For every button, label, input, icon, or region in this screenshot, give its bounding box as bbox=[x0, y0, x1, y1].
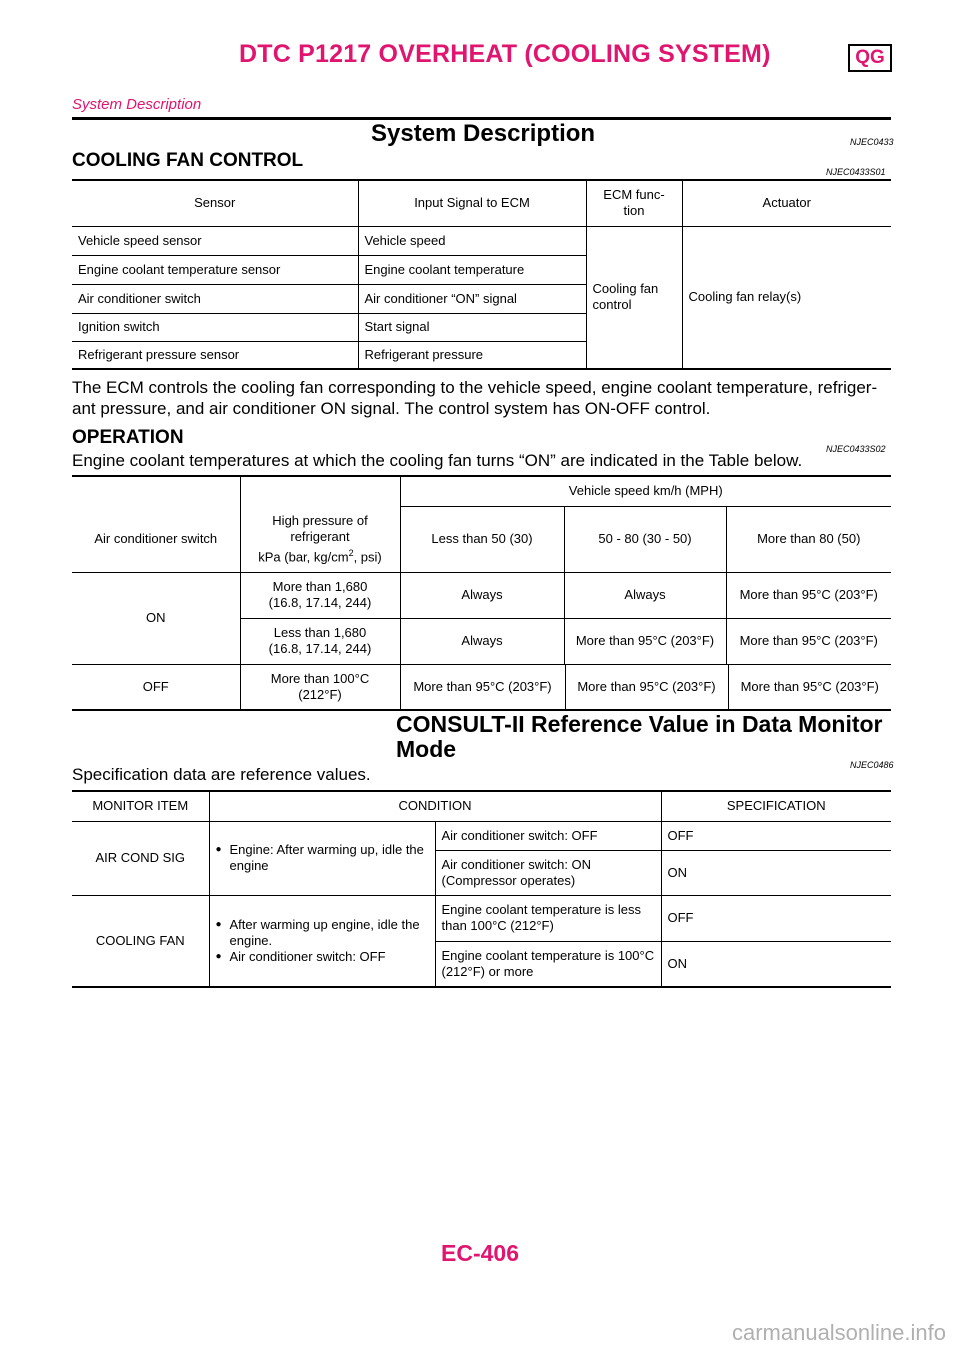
pressure-cell bbox=[240, 618, 400, 664]
data-monitor-table bbox=[72, 790, 891, 988]
table-header bbox=[586, 180, 682, 226]
condition-bullet: ● Engine: After warming up, idle the engine bbox=[216, 842, 429, 874]
table-header: Input Signal to ECM bbox=[358, 180, 586, 226]
value-cell: More than 95°C (203°F) bbox=[740, 678, 879, 694]
signal-cell: Air conditioner “ON” signal bbox=[358, 284, 586, 313]
value-cell: More than 95°C (203°F) bbox=[726, 572, 891, 618]
page-header-subtitle: System Description bbox=[72, 96, 202, 113]
pressure-cell-line1: More than 1,680 bbox=[272, 579, 368, 594]
monitor-item-cell: AIR COND SIG bbox=[72, 821, 209, 895]
cooling-fan-control-table bbox=[72, 179, 891, 370]
ecm-function-cell: Cooling fan control bbox=[586, 226, 682, 369]
actuator-cell: Cooling fan relay(s) bbox=[682, 226, 891, 369]
section-title-line2: Mode bbox=[396, 736, 457, 762]
cooling-fan-control-description: The ECM controls the cooling fan corresponding to the vehicle speed, engine coolant temperature, refriger- ant pressure, and air conditioner ON signal. The control system has ON-OFF control. bbox=[72, 378, 878, 418]
watermark: carmanualsonline.info bbox=[731, 1320, 946, 1345]
value-spacer: More than 95°C (203°F) bbox=[401, 665, 566, 709]
sensor-cell: Vehicle speed sensor bbox=[72, 226, 358, 255]
pressure-cell bbox=[240, 572, 400, 618]
table-header: Actuator bbox=[682, 180, 891, 226]
pressure-header-line2: kPa (bar, kg/cm bbox=[258, 548, 349, 564]
signal-cell: Engine coolant temperature bbox=[358, 255, 586, 284]
blank-cell bbox=[240, 476, 400, 506]
monitor-item-cell: COOLING FAN bbox=[72, 895, 209, 987]
subsection-ref-code: NJEC0433S02 bbox=[826, 444, 886, 454]
pressure-cell bbox=[240, 664, 400, 710]
pressure-cell-line2: (16.8, 17.14, 244) bbox=[268, 641, 372, 656]
condition-bullet: ● Air conditioner switch: OFF bbox=[216, 949, 429, 965]
sub-condition-cell: Air conditioner switch: OFF bbox=[435, 821, 661, 850]
sensor-cell: Refrigerant pressure sensor bbox=[72, 341, 358, 369]
value-cell: More than 95°C (203°F) bbox=[564, 618, 726, 664]
speed-col-header: More than 80 (50) bbox=[726, 506, 891, 572]
pressure-header bbox=[240, 506, 400, 572]
pressure-cell-line2: (212°F) bbox=[298, 686, 342, 702]
value-cell: Always bbox=[400, 572, 564, 618]
specification-cell: ON bbox=[661, 941, 891, 987]
sensor-cell: Engine coolant temperature sensor bbox=[72, 255, 358, 284]
subsection-title-operation: OPERATION bbox=[72, 427, 184, 448]
ecm-function-header: ECM func- tion bbox=[603, 187, 665, 219]
section-title-system-description: System Description bbox=[371, 120, 596, 147]
signal-cell: Refrigerant pressure bbox=[358, 341, 586, 369]
pressure-header-line1: High pressure of refrigerant bbox=[272, 512, 368, 544]
sub-condition-cell: Air conditioner switch: ON (Compressor operates) bbox=[435, 850, 661, 895]
ac-off-cell: OFF bbox=[72, 664, 240, 710]
fan-operation-table bbox=[72, 475, 891, 711]
section-title-line1: CONSULT-II Reference Value in Data Monitor bbox=[396, 711, 883, 737]
value-cell-pair bbox=[400, 664, 891, 710]
ac-on-cell: ON bbox=[72, 572, 240, 664]
subsection-title-cooling-fan-control: COOLING FAN CONTROL bbox=[72, 150, 304, 171]
signal-cell: Start signal bbox=[358, 313, 586, 341]
pressure-cell-line1: Less than 1,680 bbox=[273, 625, 367, 640]
specification-cell: ON bbox=[661, 850, 891, 895]
pressure-cell-line1: More than 100°C bbox=[270, 670, 370, 686]
condition-bullet: ● After warming up engine, idle the engine. bbox=[216, 917, 429, 949]
condition-cell bbox=[209, 821, 435, 895]
blank-cell bbox=[72, 476, 240, 506]
sensor-cell: Ignition switch bbox=[72, 313, 358, 341]
ac-switch-header: Air conditioner switch bbox=[72, 506, 240, 572]
subsection-ref-code: NJEC0433S01 bbox=[826, 167, 886, 177]
superscript: 2 bbox=[348, 547, 354, 558]
sensor-cell: Air conditioner switch bbox=[72, 284, 358, 313]
section-title-consult bbox=[396, 712, 883, 762]
table-header: Sensor bbox=[72, 180, 358, 226]
vehicle-speed-header: Vehicle speed km/h (MPH) bbox=[400, 476, 891, 506]
table-header: CONDITION bbox=[209, 791, 661, 821]
signal-cell: Vehicle speed bbox=[358, 226, 586, 255]
speed-col-header: Less than 50 (30) bbox=[400, 506, 564, 572]
sub-condition-cell: Engine coolant temperature is 100°C (212°F) or more bbox=[435, 941, 661, 987]
table-header: SPECIFICATION bbox=[661, 791, 891, 821]
speed-col-header: 50 - 80 (30 - 50) bbox=[564, 506, 726, 572]
specification-cell: OFF bbox=[661, 895, 891, 941]
operation-description: Engine coolant temperatures at which the cooling fan turns “ON” are indicated in the Table below. bbox=[72, 451, 803, 470]
value-cell: More than 95°C (203°F) bbox=[566, 665, 729, 709]
engine-badge: QG bbox=[848, 44, 892, 72]
value-cell: Always bbox=[564, 572, 726, 618]
reference-note: Specification data are reference values. bbox=[72, 765, 371, 784]
condition-cell bbox=[209, 895, 435, 987]
pressure-header-line2-end: , psi) bbox=[353, 548, 382, 564]
pressure-cell-line2: (16.8, 17.14, 244) bbox=[268, 595, 372, 610]
section-ref-code: NJEC0486 bbox=[850, 760, 894, 770]
page-header-title: DTC P1217 OVERHEAT (COOLING SYSTEM) bbox=[239, 40, 771, 68]
specification-cell: OFF bbox=[661, 821, 891, 850]
sub-condition-cell: Engine coolant temperature is less than 100°C (212°F) bbox=[435, 895, 661, 941]
value-cell: Always bbox=[400, 618, 564, 664]
table-header: MONITOR ITEM bbox=[72, 791, 209, 821]
page-number: EC-406 bbox=[441, 1240, 519, 1266]
section-ref-code: NJEC0433 bbox=[850, 137, 894, 147]
value-cell: More than 95°C (203°F) bbox=[726, 618, 891, 664]
